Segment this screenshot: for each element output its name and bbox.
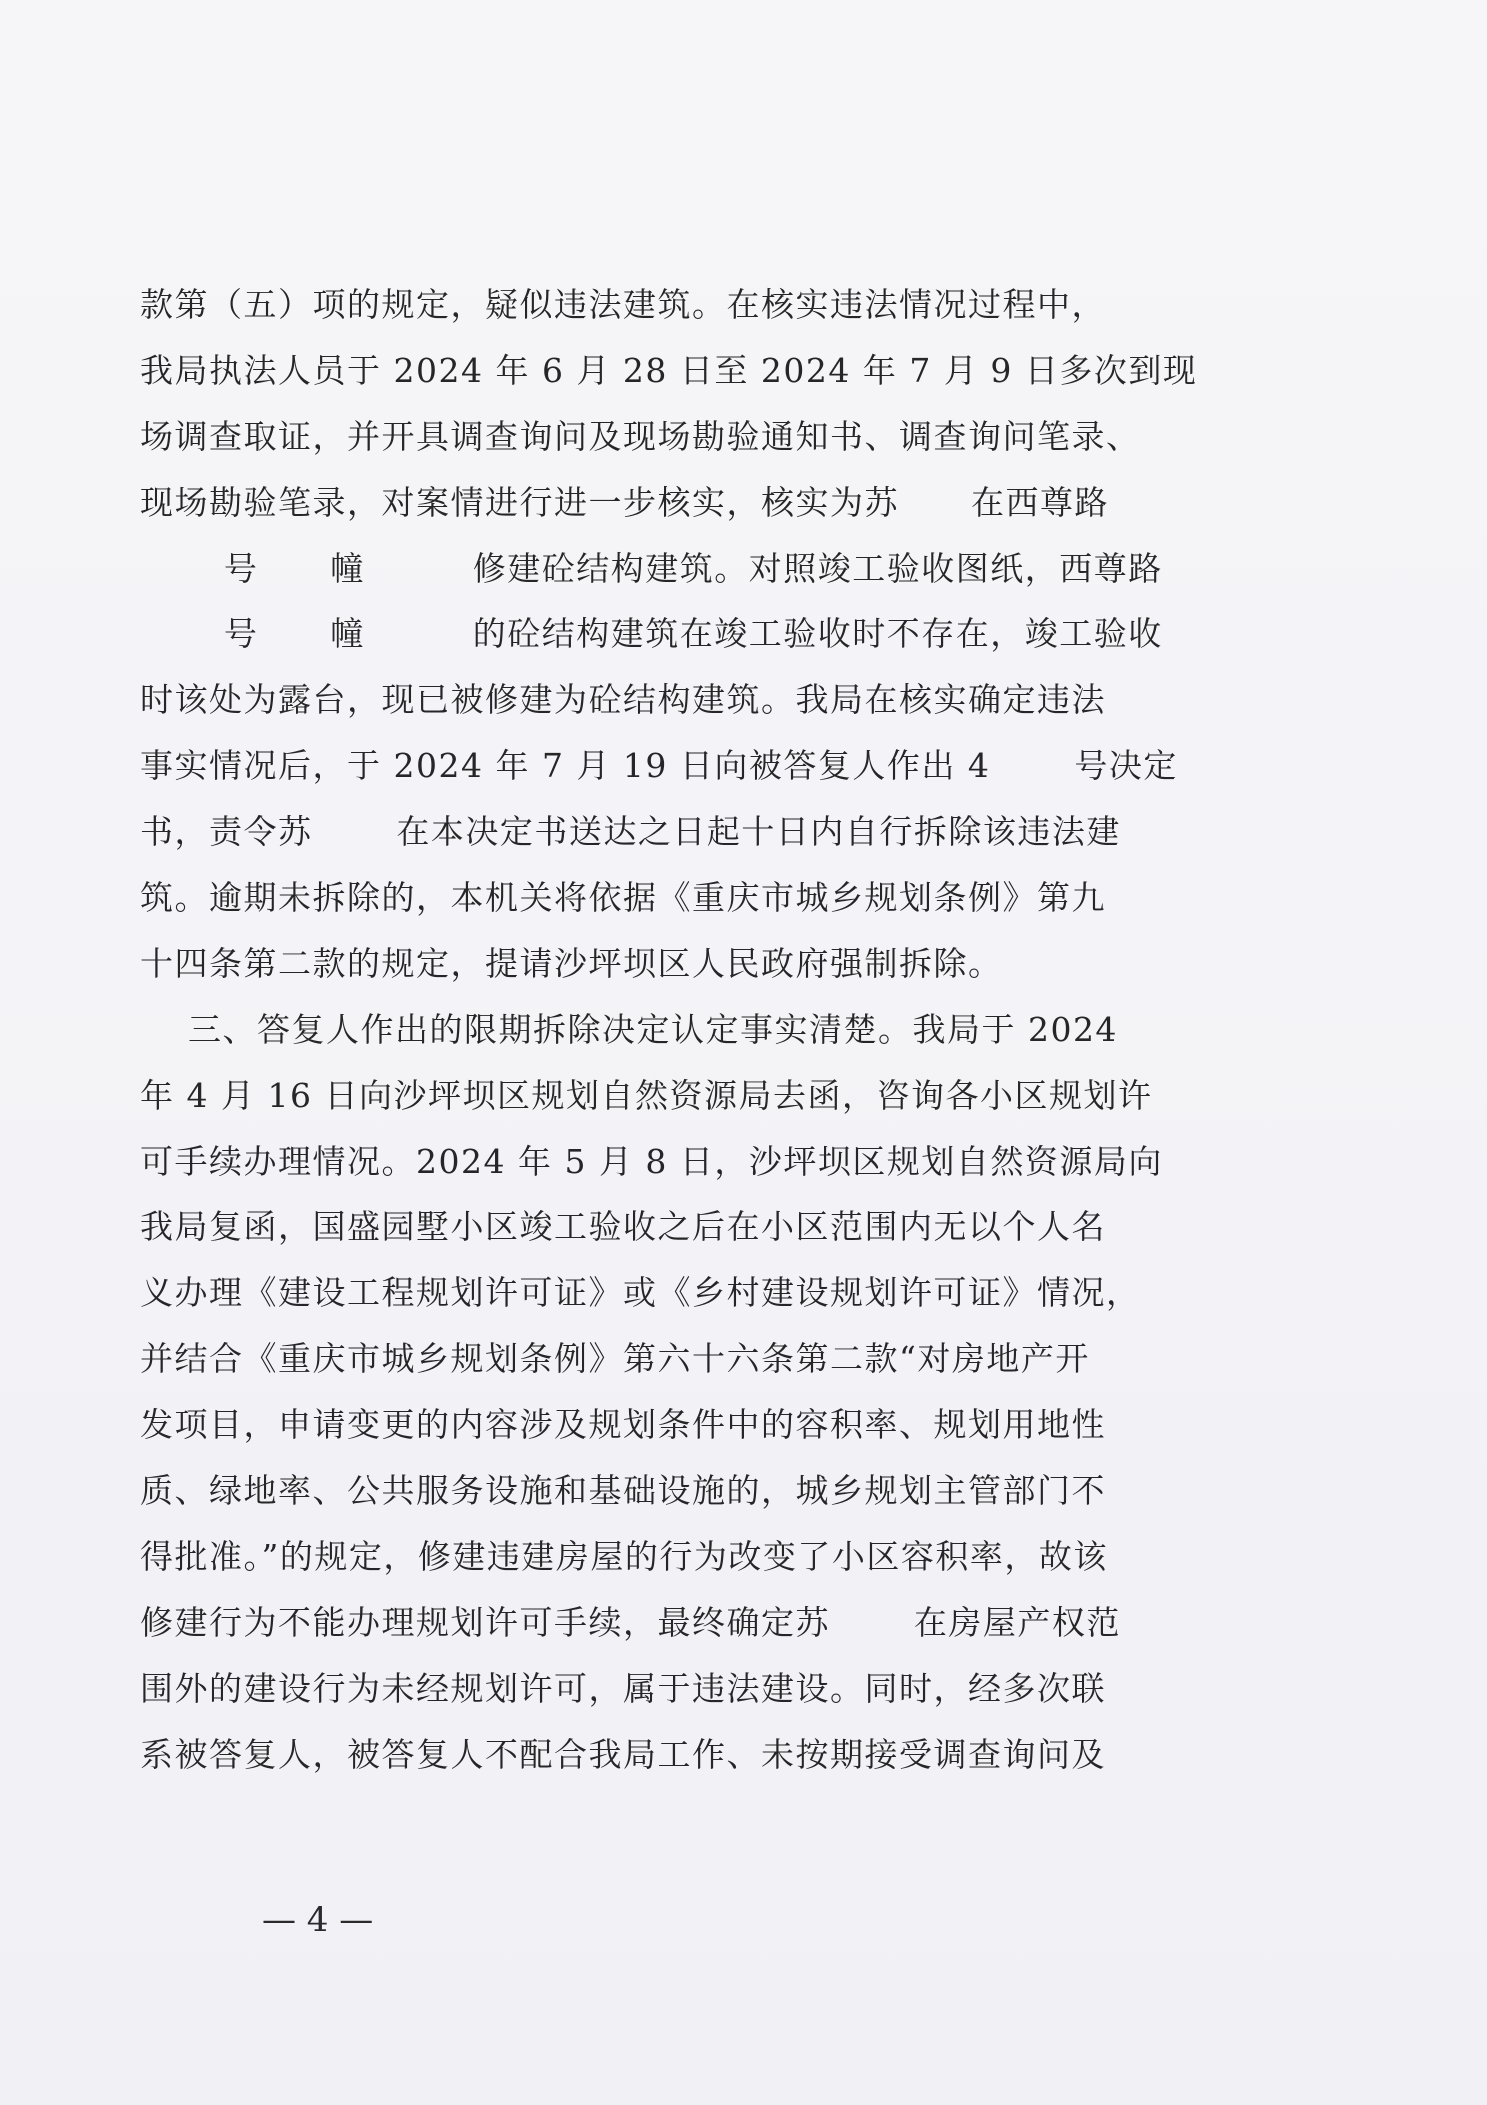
text-line: 系被答复人，被答复人不配合我局工作、未按期接受调查询问及 — [140, 1734, 1106, 1774]
text-line: 三、答复人作出的限期拆除决定认定事实清楚。我局于 2024 — [140, 1009, 1118, 1049]
body-text — [140, 272, 1290, 1787]
text-line: 筑。逾期未拆除的，本机关将依据《重庆市城乡规划条例》第九 — [140, 878, 1106, 918]
text-line: 时该处为露台，现已被修建为砼结构建筑。我局在核实确定违法 — [140, 680, 1106, 720]
text-line: 义办理《建设工程规划许可证》或《乡村建设规划许可证》情况， — [140, 1273, 1141, 1313]
text-line: 号 幢 的砼结构建筑在竣工验收时不存在，竣工验收 — [140, 614, 1163, 654]
text-line: 书，责令苏 在本决定书送达之日起十日内自行拆除该违法建 — [140, 812, 1121, 852]
page-number: — 4 — — [262, 1900, 374, 1940]
text-line: 得批准。”的规定，修建违建房屋的行为改变了小区容积率，故该 — [140, 1536, 1108, 1576]
text-line: 修建行为不能办理规划许可手续，最终确定苏 在房屋产权范 — [140, 1602, 1121, 1642]
text-line: 事实情况后，于 2024 年 7 月 19 日向被答复人作出 4 号决定 — [140, 746, 1178, 786]
text-line: 我局复函，国盛园墅小区竣工验收之后在小区范围内无以个人名 — [140, 1207, 1106, 1247]
text-line: 场调查取证，并开具调查询问及现场勘验通知书、调查询问笔录、 — [140, 416, 1141, 456]
text-line: 质、绿地率、公共服务设施和基础设施的，城乡规划主管部门不 — [140, 1471, 1106, 1511]
text-line: 我局执法人员于 2024 年 6 月 28 日至 2024 年 7 月 9 日多次到现 — [140, 350, 1198, 390]
text-line: 号 幢 修建砼结构建筑。对照竣工验收图纸，西尊路 — [140, 548, 1163, 588]
text-line: 并结合《重庆市城乡规划条例》第六十六条第二款“对房地产开 — [140, 1339, 1090, 1379]
text-line: 现场勘验笔录，对案情进行进一步核实，核实为苏 在西尊路 — [140, 482, 1109, 522]
text-line: 可手续办理情况。2024 年 5 月 8 日，沙坪坝区规划自然资源局向 — [140, 1141, 1163, 1181]
text-line: 款第（五）项的规定，疑似违法建筑。在核实违法情况过程中， — [140, 285, 1106, 324]
text-line: 围外的建设行为未经规划许可，属于违法建设。同时，经多次联 — [140, 1668, 1106, 1708]
text-line: 发项目，申请变更的内容涉及规划条件中的容积率、规划用地性 — [140, 1405, 1106, 1445]
text-line: 年 4 月 16 日向沙坪坝区规划自然资源局去函，咨询各小区规划许 — [140, 1075, 1153, 1115]
text-line: 十四条第二款的规定，提请沙坪坝区人民政府强制拆除。 — [140, 943, 1003, 983]
